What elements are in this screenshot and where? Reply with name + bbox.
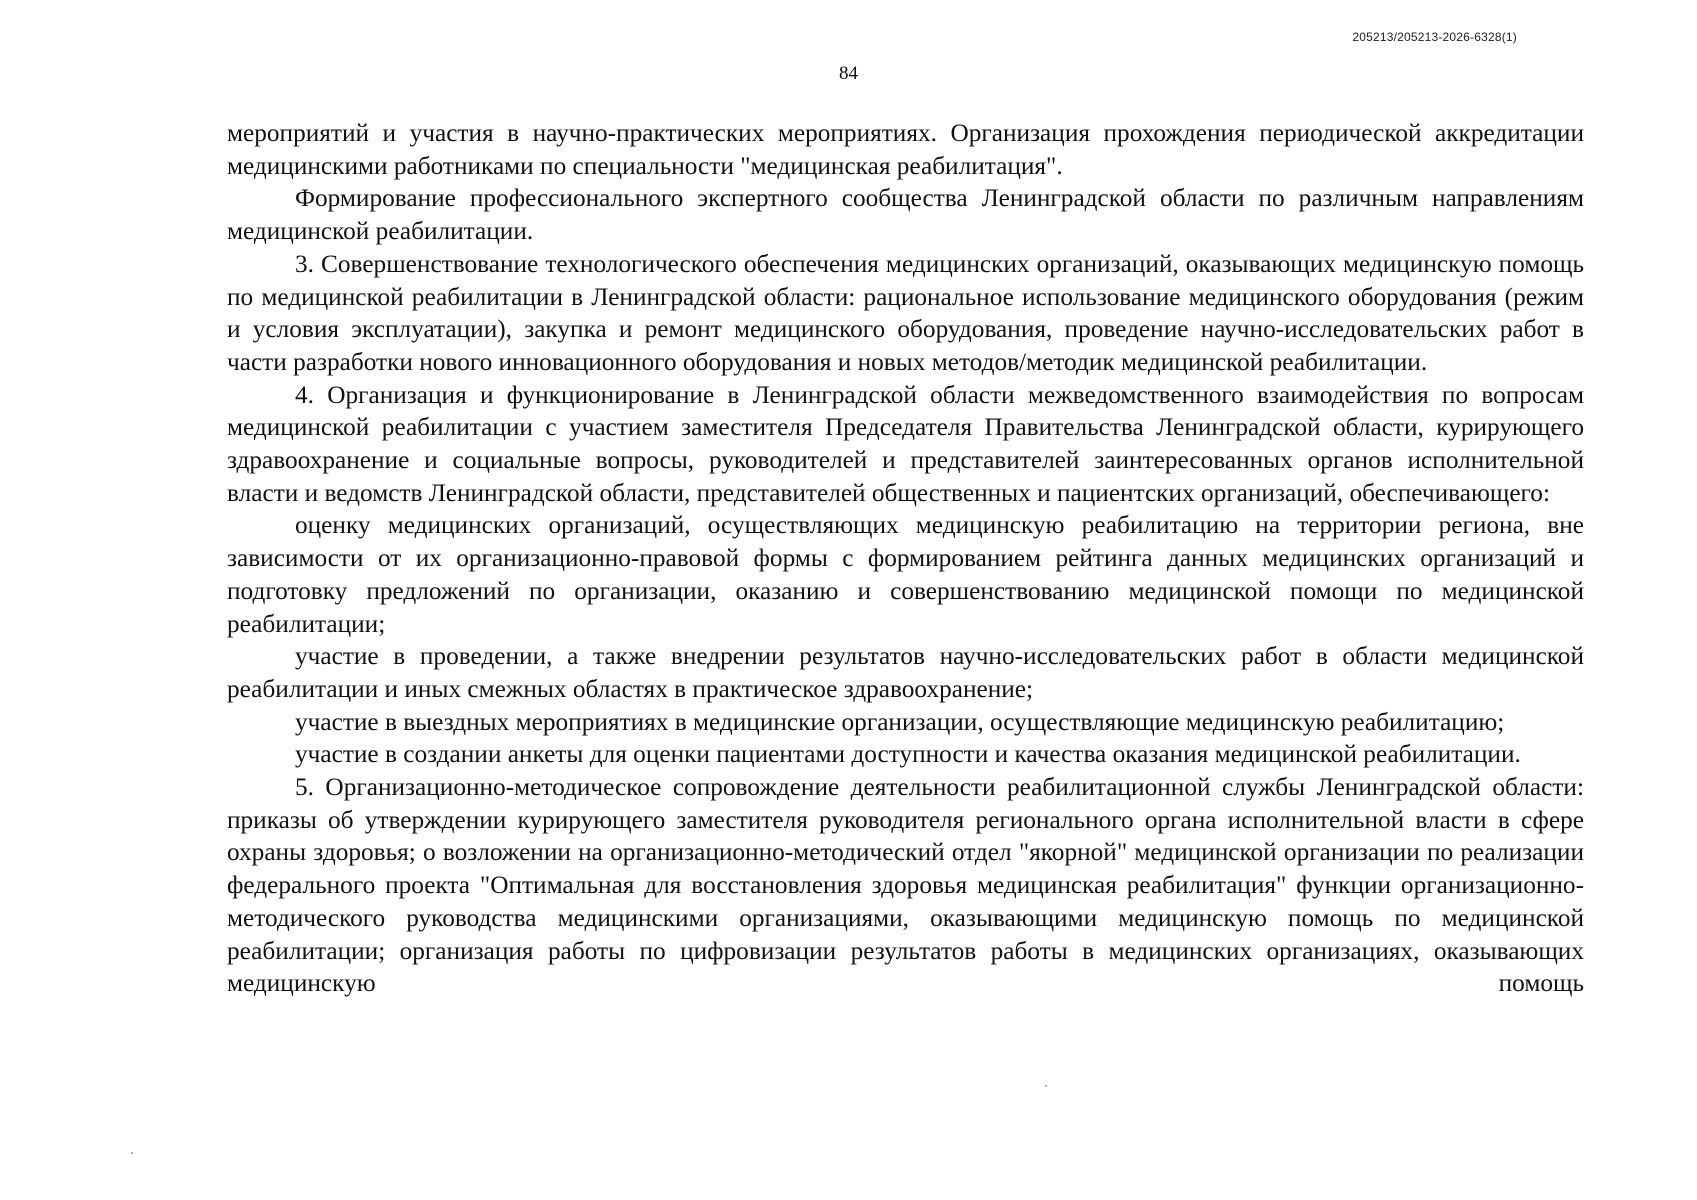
document-body [227, 117, 1584, 1000]
page-number: 84 [839, 63, 858, 84]
paragraph-expert-community: Формирование профессионального экспертного сообщества Ленинградской области по различным направлениям медицинской реабилитации. [227, 184, 1584, 246]
paragraph-assessment: оценку медицинских организаций, осуществляющих медицинскую реабилитацию на территории региона, вне зависимости от их организационно-правовой формы с формированием рейтинга данных медицинских организаций и подготовку предложений по организации, оказанию и совершенствованию медицинской помощи по медицинской реабилитации; [227, 511, 1584, 638]
paragraph-item-5: 5. Организационно-методическое сопровождение деятельности реабилитационной службы Ленинградской области: приказы об утверждении курирующего заместителя руководителя регионального органа исполнительной власти в сфере охраны здоровья; о возложении на организационно-методический отдел "якорной" медицинской организации по реализации федерального проекта "Оптимальная для восстановления здоровья медицинская реабилитация" функции организационно-методического руководства медицинскими организациями, оказывающими медицинскую помощь по медицинской реабилитации; организация работы по цифровизации результатов работы в медицинских организациях, оказывающих медицинскую помощь [227, 773, 1584, 998]
paragraph-field-events: участие в выездных мероприятиях в медицинские организации, осуществляющие медицинскую реабилитацию; [295, 707, 1505, 736]
document-id: 205213/205213-2026-6328(1) [1352, 30, 1517, 44]
paragraph-item-4: 4. Организация и функционирование в Ленинградской области межведомственного взаимодействия по вопросам медицинской реабилитации с участием заместителя Председателя Правительства Ленинградской области, курирующего здравоохранение и социальные вопросы, руководителей и представителей заинтересованных органов исполнительной власти и ведомств Ленинградской области, представителей общественных и пациентских организаций, обеспечивающего: [227, 380, 1584, 507]
scan-speck [131, 1152, 133, 1154]
scan-speck [1045, 1085, 1047, 1087]
paragraph-questionnaire: участие в создании анкеты для оценки пациентами доступности и качества оказания медицинской реабилитации. [295, 740, 1521, 769]
paragraph-research-participation: участие в проведении, а также внедрении результатов научно-исследовательских работ в области медицинской реабилитации и иных смежных областях в практическое здравоохранение; [227, 642, 1584, 703]
paragraph-item-3: 3. Совершенствование технологического обеспечения медицинских организаций, оказывающих медицинскую помощь по медицинской реабилитации в Ленинградской области: рациональное использование медицинского оборудования (режим и условия эксплуатации), закупка и ремонт медицинского оборудования, проведение научно-исследовательских работ в части разработки нового инновационного оборудования и новых методов/методик медицинской реабилитации. [227, 249, 1584, 376]
paragraph-continuation: мероприятий и участия в научно-практических мероприятиях. Организация прохождения периодической аккредитации медицинскими работниками по специальности "медицинская реабилитация". [227, 119, 1584, 180]
